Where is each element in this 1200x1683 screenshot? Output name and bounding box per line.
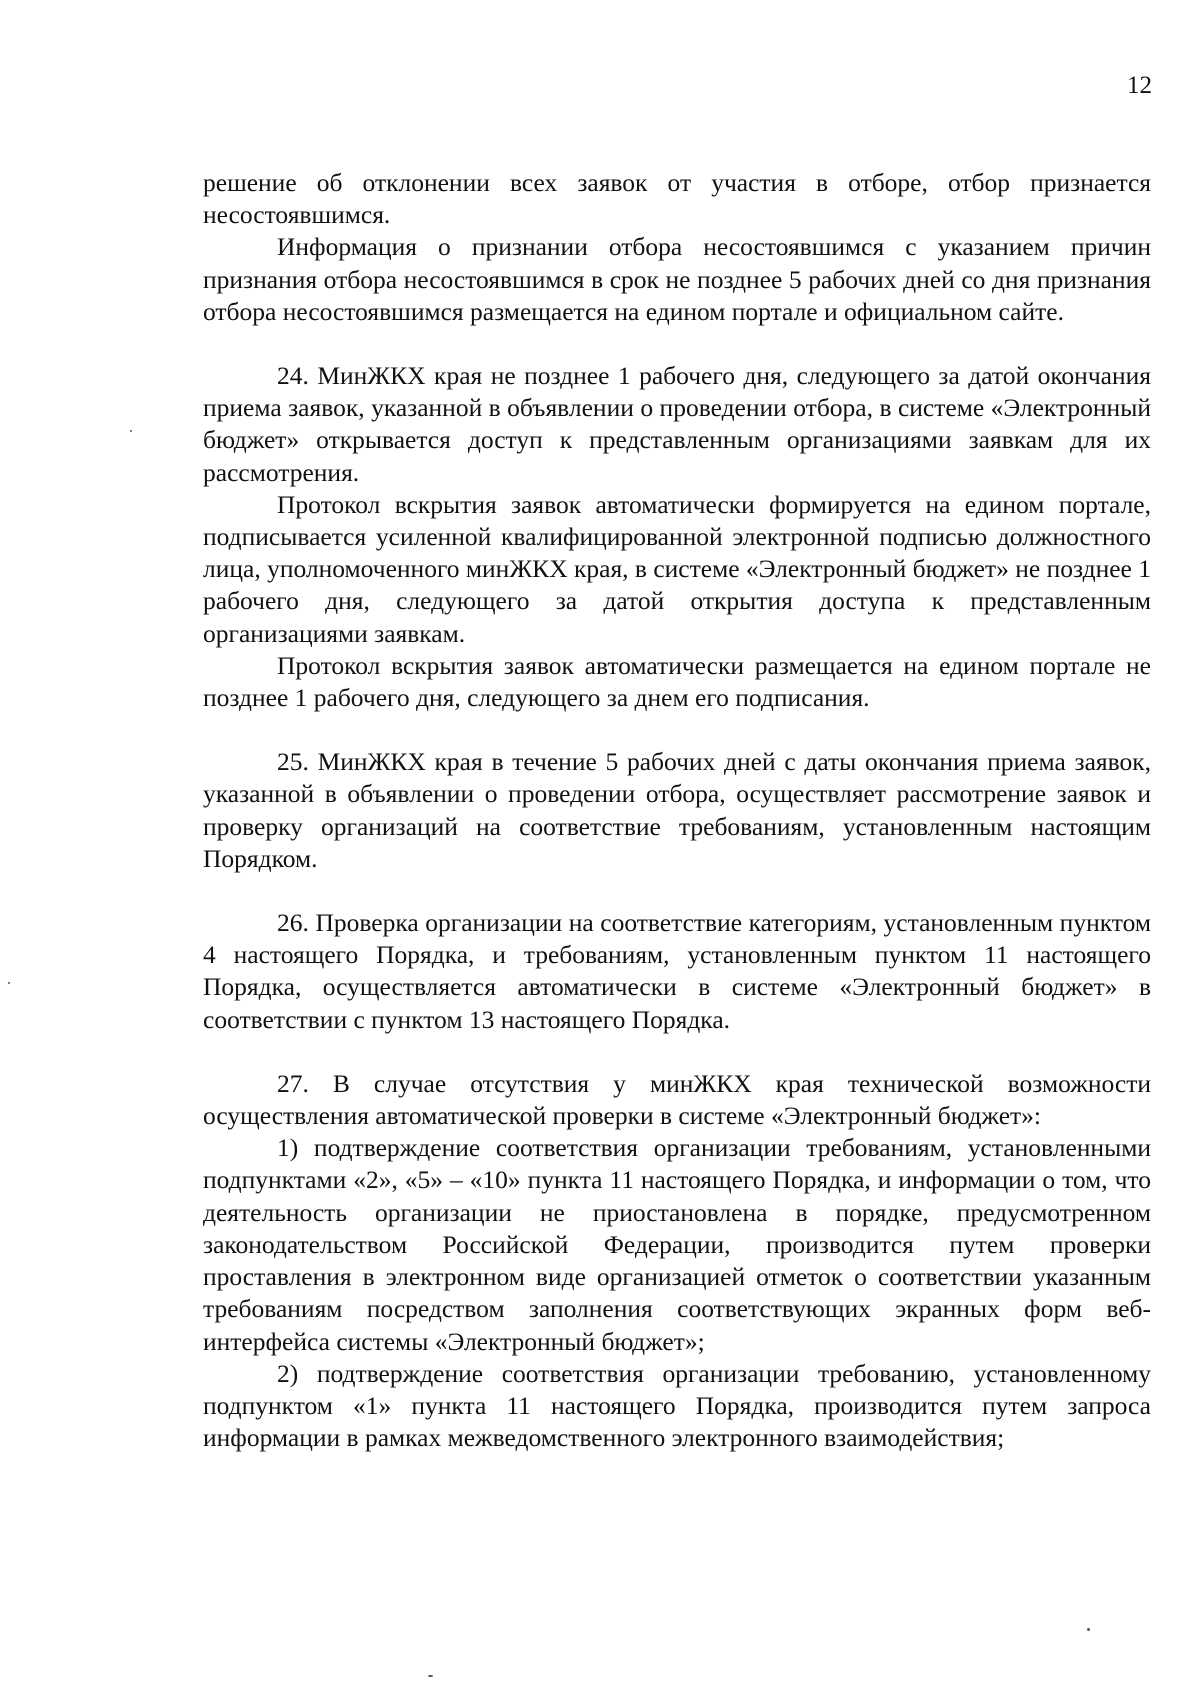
- page-number: 12: [1127, 72, 1152, 99]
- scan-speck: [1087, 1628, 1090, 1631]
- paragraph-item-25: 25. МинЖКХ края в течение 5 рабочих дней с даты окончания приема заявок, указанной в объявлении о проведении отбора, осуществляет рассмотрение заявок и проверку организаций на соответствие требованиям, установленным настоящим Порядком.: [203, 747, 1151, 873]
- paragraph-item-24: 24. МинЖКХ края не позднее 1 рабочего дня, следующего за датой окончания приема заявок, указанной в объявлении о проведении отбора, в системе «Электронный бюджет» открывается доступ к представленным организациями заявкам для их рассмотрения.: [203, 361, 1151, 487]
- document-body: [203, 167, 1151, 1454]
- paragraph-item-26: 26. Проверка организации на соответствие категориям, установленным пунктом 4 настоящего Порядка, и требованиям, установленным пунктом 11 настоящего Порядка, осуществляется автоматически в системе «Электронный бюджет» в соответствии с пунктом 13 настоящего Порядка.: [203, 908, 1151, 1034]
- paragraph-subitem-1: 1) подтверждение соответствия организации требованиям, установленными подпунктами «2», «5» – «10» пункта 11 настоящего Порядка, и информации о том, что деятельность организации не приостановлена в порядке, предусмотренном законодательством Российской Федерации, производится путем проверки проставления в электронном виде организацией отметок о соответствии указанным требованиям посредством заполнения соответствующих экранных форм веб-интерфейса системы «Электронный бюджет»;: [203, 1133, 1151, 1356]
- paragraph-item-27: 27. В случае отсутствия у минЖКХ края технической возможности осуществления автоматической проверки в системе «Электронный бюджет»:: [203, 1068, 1151, 1131]
- scan-speck: [8, 982, 10, 984]
- paragraph-failed-selection-info: Информация о признании отбора несостоявшимся с указанием причин признания отбора несостоявшимся в срок не позднее 5 рабочих дней со дня признания отбора несостоявшимся размещается на едином портале и официальном сайте.: [203, 232, 1151, 326]
- scan-speck: [428, 1675, 433, 1677]
- scan-speck: [130, 430, 132, 432]
- paragraph-opening-protocol: Протокол вскрытия заявок автоматически формируется на едином портале, подписывается усиленной квалифицированной электронной подписью должностного лица, уполномоченного минЖКХ края, в системе «Электронный бюджет» не позднее 1 рабочего дня, следующего за датой открытия доступа к представленным организациями заявкам.: [203, 489, 1151, 648]
- paragraph-subitem-2: 2) подтверждение соответствия организации требованию, установленному подпунктом «1» пункта 11 настоящего Порядка, производится путем запроса информации в рамках межведомственного электронного взаимодействия;: [203, 1358, 1151, 1453]
- paragraph-protocol-placement: Протокол вскрытия заявок автоматически размещается на едином портале не позднее 1 рабочего дня, следующего за днем его подписания.: [203, 650, 1151, 713]
- paragraph-continuation: решение об отклонении всех заявок от участия в отборе, отбор признается несостоявшимся.: [203, 168, 1151, 230]
